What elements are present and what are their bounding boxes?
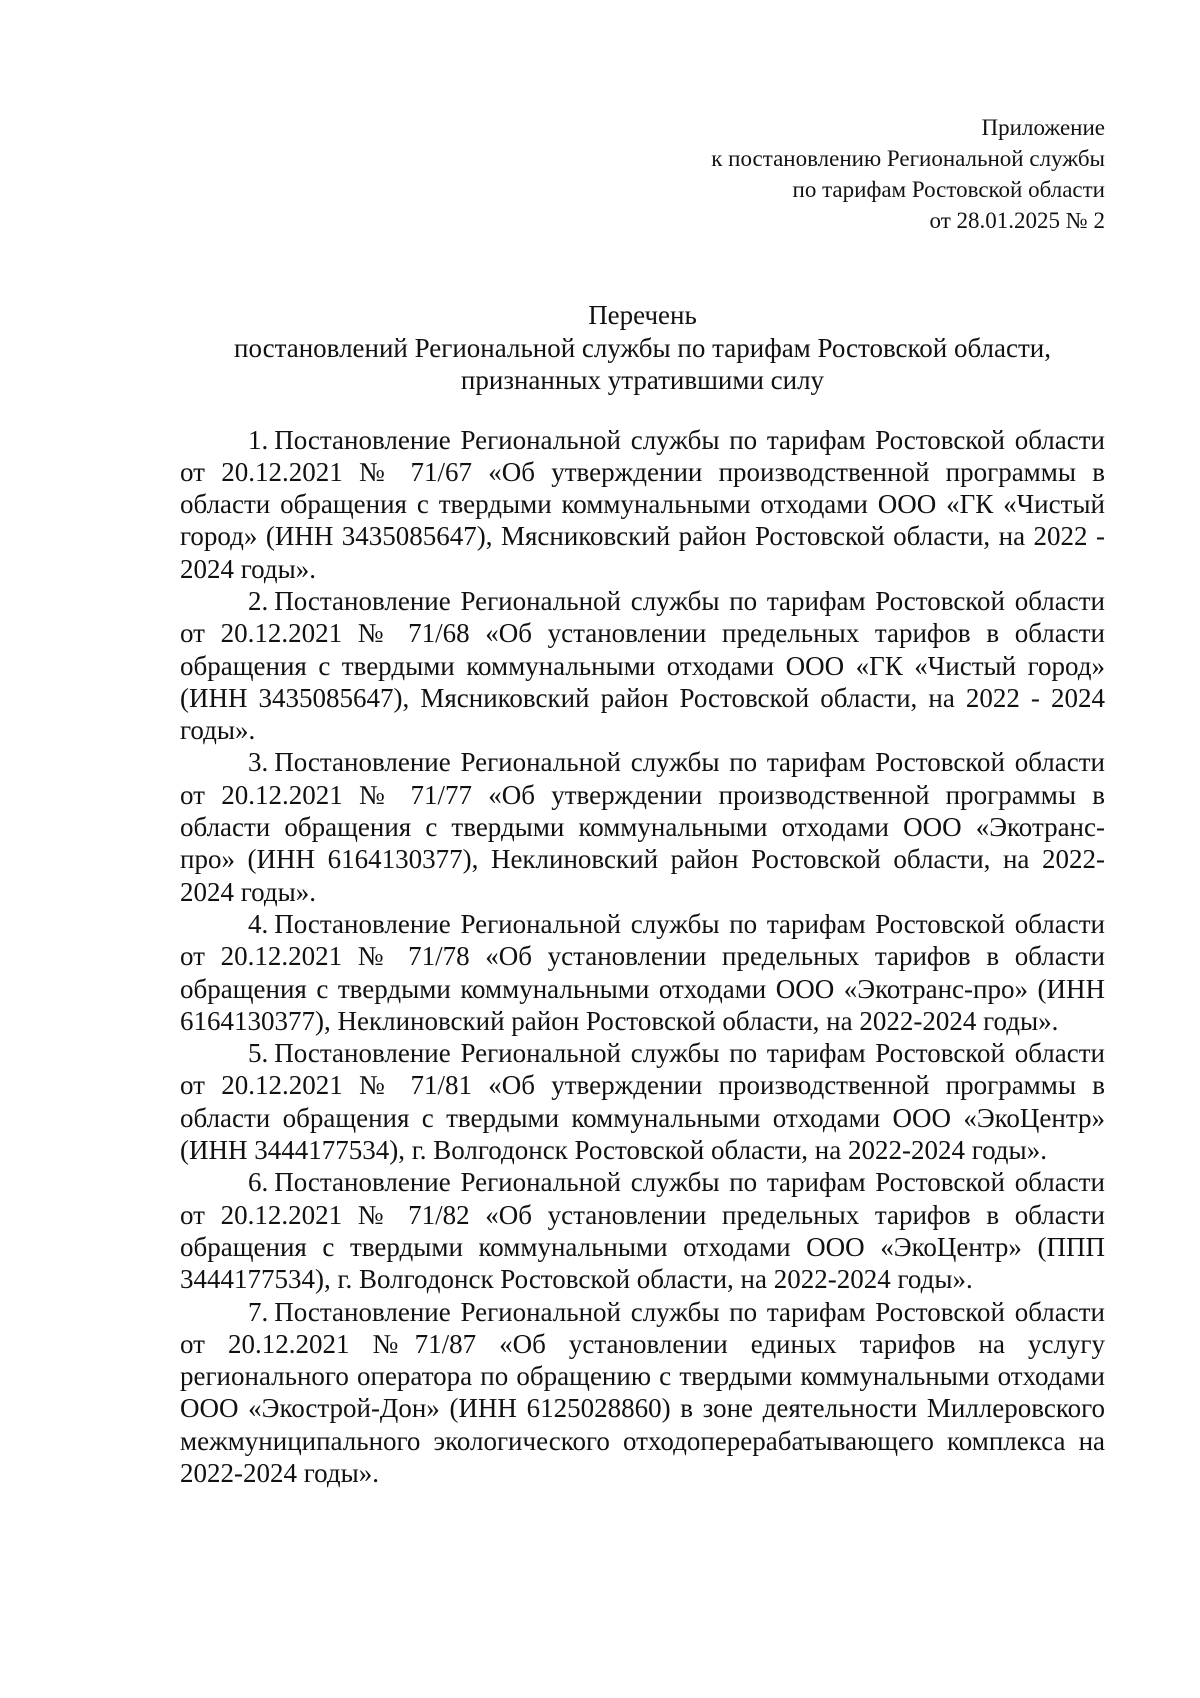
list-item <box>180 1166 1105 1295</box>
item-text: Постановление Региональной службы по тарифам Ростовской области от 20.12.2021 № 71/82 «Об установлении предельных тарифов в области обращения с твердыми коммунальными отходами ООО «ЭкоЦентр» (ППП 3444177534), г. Волгодонск Ростовской области, на 2022-2024 годы». <box>180 1167 1105 1295</box>
appendix-line-1: Приложение <box>981 115 1105 140</box>
item-text: Постановление Региональной службы по тарифам Ростовской области от 20.12.2021 № 71/81 «Об утверждении производственной программы в области обращения с твердыми коммунальными отходами ООО «ЭкоЦентр» (ИНН 3444177534), г. Волгодонск Ростовской области, на 2022-2024 годы». <box>180 1038 1105 1166</box>
list-item <box>180 424 1105 585</box>
item-number: 2. <box>248 585 269 616</box>
resolutions-list <box>180 424 1105 1490</box>
title-line-1: Перечень <box>588 300 697 330</box>
list-item <box>180 908 1105 1037</box>
document-title <box>180 299 1105 397</box>
item-text: Постановление Региональной службы по тарифам Ростовской области от 20.12.2021 № 71/67 «Об утверждении производственной программы в области обращения с твердыми коммунальными отходами ООО «ГК «Чистый город» (ИНН 3435085647), Мясниковский район Ростовской области, на 2022 - 2024 годы». <box>180 424 1105 584</box>
list-item <box>180 1037 1105 1166</box>
item-number: 6. <box>248 1167 269 1198</box>
appendix-header <box>180 112 1105 236</box>
appendix-line-2: к постановлению Региональной службы <box>711 146 1105 171</box>
item-text: Постановление Региональной службы по тарифам Ростовской области от 20.12.2021 № 71/78 «Об установлении предельных тарифов в области обращения с твердыми коммунальными отходами ООО «Экотранс-про» (ИНН 6164130377), Неклиновский район Ростовской области, на 2022-2024 годы». <box>180 908 1105 1036</box>
list-item <box>180 1296 1105 1490</box>
item-text: Постановление Региональной службы по тарифам Ростовской области от 20.12.2021 № 71/68 «Об установлении предельных тарифов в области обращения с твердыми коммунальными отходами ООО «ГК «Чистый город» (ИНН 3435085647), Мясниковский район Ростовской области, на 2022 - 2024 годы». <box>180 585 1105 746</box>
appendix-line-4: от 28.01.2025 № 2 <box>929 208 1105 233</box>
appendix-line-3: по тарифам Ростовской области <box>792 177 1105 202</box>
item-text: Постановление Региональной службы по тарифам Ростовской области от 20.12.2021 № 71/77 «Об утверждении производственной программы в области обращения с твердыми коммунальными отходами ООО «Экотранс-про» (ИНН 6164130377), Неклиновский район Ростовской области, на 2022-2024 годы». <box>180 747 1105 907</box>
list-item <box>180 746 1105 907</box>
item-number: 5. <box>248 1038 269 1069</box>
item-number: 1. <box>248 424 269 455</box>
title-line-2: постановлений Региональной службы по тарифам Ростовской области, <box>234 332 1051 363</box>
item-number: 4. <box>248 908 269 939</box>
item-text: Постановление Региональной службы по тарифам Ростовской области от 20.12.2021 №71/87 «Об установлении единых тарифов на услугу регионального оператора по обращению с твердыми коммунальными отходами ООО «Экострой-Дон» (ИНН 6125028860) в зоне деятельности Миллеровского межмуниципального экологического отходоперерабатывающего комплекса на 2022-2024 годы». <box>180 1296 1105 1488</box>
item-number: 7. <box>248 1296 269 1327</box>
list-item <box>180 585 1105 746</box>
item-number: 3. <box>248 747 269 778</box>
title-line-3: признанных утратившими силу <box>460 365 825 395</box>
